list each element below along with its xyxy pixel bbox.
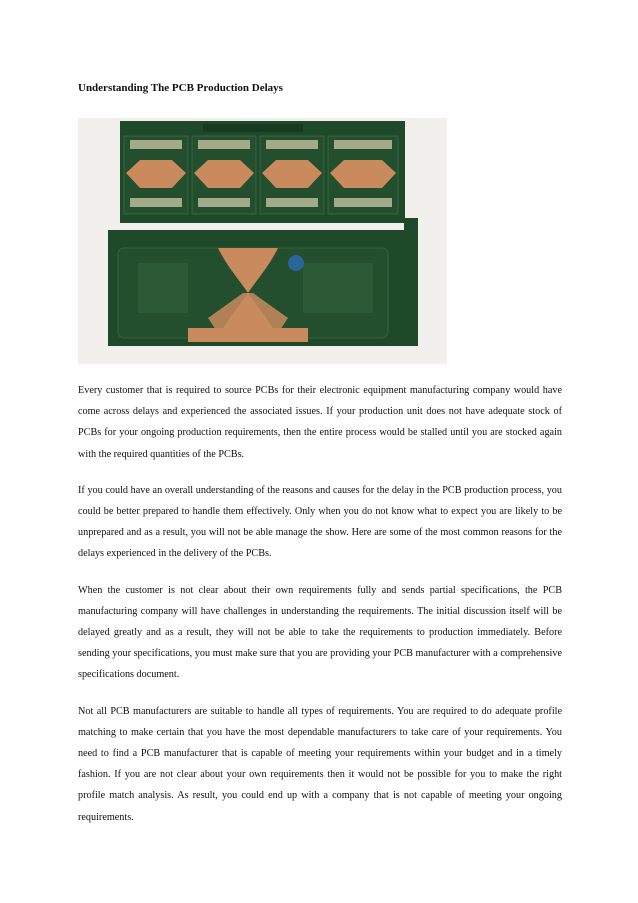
pcb-board-image	[78, 118, 447, 364]
upper-module-1	[124, 136, 188, 214]
board-logo-mark	[288, 255, 304, 271]
paragraph-3: When the customer is not clear about their own requirements fully and sends partial specifications, the PCB manufacturing company will have challenges in understanding the requirements. The initial discussion itself will be delayed greatly and as a result, they will not be able to take the requirements to production immediately. Before sending your specifications, you must make sure that you are providing your PCB manufacturer with a comprehensive specifications document.	[78, 584, 562, 681]
paragraph-1: Every customer that is required to source PCBs for their electronic equipment manufacturing company would have come across delays and experienced the associated issues. If your production unit does not have adequate stock of PCBs for your ongoing production requirements, then the entire process would be stalled until you are stocked again with the required quantities of the PCBs.	[78, 385, 562, 460]
lower-component-area-left	[138, 263, 188, 313]
paragraph-2: If you could have an overall understanding of the reasons and causes for the delay in the PCB production process, you could be better prepared to handle them effectively. Only when you do not know what to expect you are likely to be unprepared and as a result, you will not be able manage the show. Here are some of the most common reasons for the delays experienced in the delivery of the PCBs.	[78, 484, 562, 560]
upper-module-3	[260, 136, 324, 214]
upper-module-4	[328, 136, 398, 214]
lower-component-area-right	[303, 263, 373, 313]
document-title: Understanding The PCB Production Delays	[78, 82, 283, 94]
document-body	[78, 380, 562, 843]
pcb-board-photo-icon	[78, 118, 447, 364]
board-header-strip	[203, 124, 303, 132]
upper-module-2	[192, 136, 256, 214]
paragraph-4: Not all PCB manufacturers are suitable to handle all types of requirements. You are required to do adequate profile matching to make certain that you have the most dependable manufacturers to take care of your requirements. You need to find a PCB manufacturer that is capable of meeting your requirements within your budget and in a timely fashion. If you are not clear about your own requirements then it would not be possible for you to make the right profile match analysis. As result, you could end up with a company that is not capable of meeting your ongoing requirements.	[78, 705, 562, 823]
